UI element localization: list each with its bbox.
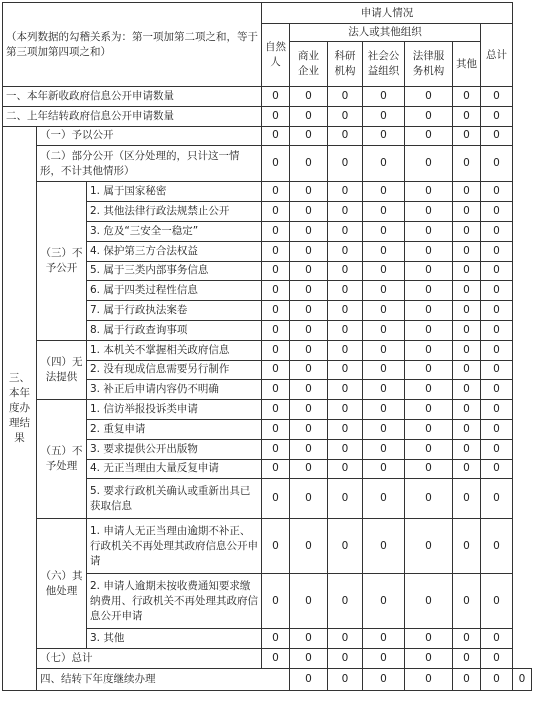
value-cell: 0 — [453, 221, 481, 241]
value-cell: 0 — [363, 202, 405, 222]
sub-item-label: 2. 其他法律行政法规禁止公开 — [87, 202, 262, 222]
value-cell: 0 — [453, 146, 481, 182]
value-cell: 0 — [405, 301, 453, 321]
value-cell: 0 — [453, 182, 481, 202]
group-unable-to-provide-label: （四）无法提供 — [37, 340, 87, 399]
value-cell: 0 — [405, 261, 453, 281]
value-cell: 0 — [363, 479, 405, 519]
sub-item-label: 7. 属于行政执法案卷 — [87, 301, 262, 321]
value-cell: 0 — [453, 360, 481, 380]
value-cell: 0 — [328, 519, 363, 574]
value-cell: 0 — [405, 221, 453, 241]
value-cell: 0 — [363, 629, 405, 649]
value-cell: 0 — [328, 126, 363, 146]
processing-results-section-label: 三、本年度办理结果 — [3, 126, 37, 690]
value-cell: 0 — [405, 519, 453, 574]
value-cell: 0 — [363, 459, 405, 479]
value-cell: 0 — [453, 340, 481, 360]
carry-forward-label: 四、结转下年度继续办理 — [37, 668, 290, 690]
value-cell: 0 — [290, 320, 328, 340]
value-cell: 0 — [262, 439, 290, 459]
table-row — [3, 126, 532, 146]
value-cell: 0 — [290, 202, 328, 222]
group-not-disclosed-label: （三）不予公开 — [37, 182, 87, 340]
table-row — [3, 519, 532, 574]
value-cell: 0 — [363, 261, 405, 281]
value-cell: 0 — [363, 221, 405, 241]
value-cell: 0 — [405, 439, 453, 459]
value-cell: 0 — [405, 340, 453, 360]
value-cell: 0 — [290, 649, 328, 669]
value-cell: 0 — [262, 629, 290, 649]
value-cell: 0 — [481, 146, 513, 182]
sub-item-label: 4. 无正当理由大量反复申请 — [87, 459, 262, 479]
value-cell: 0 — [262, 574, 290, 629]
table-row — [3, 668, 532, 690]
value-cell: 0 — [363, 126, 405, 146]
value-cell: 0 — [328, 301, 363, 321]
value-cell: 0 — [405, 649, 453, 669]
value-cell: 0 — [453, 439, 481, 459]
value-cell: 0 — [363, 281, 405, 301]
value-cell: 0 — [453, 301, 481, 321]
sub-item-label: 5. 属于三类内部事务信息 — [87, 261, 262, 281]
group-not-processed-label: （五）不予处理 — [37, 400, 87, 519]
value-cell: 0 — [405, 380, 453, 400]
value-cell: 0 — [262, 380, 290, 400]
value-cell: 0 — [481, 629, 513, 649]
sub-item-label: 3. 补正后申请内容仍不明确 — [87, 380, 262, 400]
value-cell: 0 — [290, 459, 328, 479]
value-cell: 0 — [363, 87, 405, 107]
value-cell: 0 — [262, 182, 290, 202]
value-cell: 0 — [262, 519, 290, 574]
commercial-enterprise-header: 商业企业 — [290, 42, 328, 87]
value-cell: 0 — [328, 479, 363, 519]
value-cell: 0 — [453, 519, 481, 574]
value-cell: 0 — [290, 400, 328, 420]
value-cell: 0 — [405, 629, 453, 649]
value-cell: 0 — [481, 479, 513, 519]
value-cell: 0 — [328, 574, 363, 629]
research-institution-header: 科研机构 — [328, 42, 363, 87]
value-cell: 0 — [363, 439, 405, 459]
value-cell: 0 — [290, 146, 328, 182]
value-cell: 0 — [363, 400, 405, 420]
value-cell: 0 — [513, 668, 532, 690]
value-cell: 0 — [262, 320, 290, 340]
value-cell: 0 — [262, 649, 290, 669]
value-cell: 0 — [290, 439, 328, 459]
value-cell: 0 — [481, 419, 513, 439]
value-cell: 0 — [405, 400, 453, 420]
value-cell: 0 — [328, 241, 363, 261]
table-row — [3, 400, 532, 420]
value-cell: 0 — [290, 340, 328, 360]
value-cell: 0 — [405, 574, 453, 629]
value-cell: 0 — [405, 241, 453, 261]
sub-item-label: 3. 其他 — [87, 629, 262, 649]
value-cell: 0 — [262, 241, 290, 261]
value-cell: 0 — [328, 380, 363, 400]
value-cell: 0 — [290, 241, 328, 261]
value-cell: 0 — [453, 261, 481, 281]
value-cell: 0 — [405, 479, 453, 519]
value-cell: 0 — [481, 439, 513, 459]
value-cell: 0 — [262, 360, 290, 380]
table-row — [3, 649, 532, 669]
value-cell: 0 — [262, 106, 290, 126]
value-cell: 0 — [363, 182, 405, 202]
sub-item-label: 4. 保护第三方合法权益 — [87, 241, 262, 261]
value-cell: 0 — [453, 87, 481, 107]
value-cell: 0 — [363, 380, 405, 400]
value-cell: 0 — [453, 320, 481, 340]
value-cell: 0 — [262, 301, 290, 321]
group-disclosed-label: （一）予以公开 — [37, 126, 262, 146]
natural-person-header: 自然人 — [262, 24, 290, 87]
sub-item-label: 1. 信访举报投诉类申请 — [87, 400, 262, 420]
value-cell: 0 — [363, 340, 405, 360]
value-cell: 0 — [262, 459, 290, 479]
value-cell: 0 — [290, 380, 328, 400]
value-cell: 0 — [481, 301, 513, 321]
value-cell: 0 — [290, 519, 328, 574]
value-cell: 0 — [481, 281, 513, 301]
value-cell: 0 — [328, 459, 363, 479]
value-cell: 0 — [290, 106, 328, 126]
legal-service-header: 法律服务机构 — [405, 42, 453, 87]
value-cell: 0 — [481, 202, 513, 222]
value-cell: 0 — [481, 649, 513, 669]
value-cell: 0 — [328, 668, 363, 690]
value-cell: 0 — [328, 202, 363, 222]
value-cell: 0 — [363, 360, 405, 380]
value-cell: 0 — [328, 439, 363, 459]
value-cell: 0 — [453, 202, 481, 222]
value-cell: 0 — [405, 360, 453, 380]
value-cell: 0 — [290, 182, 328, 202]
value-cell: 0 — [453, 126, 481, 146]
value-cell: 0 — [262, 281, 290, 301]
value-cell: 0 — [262, 479, 290, 519]
value-cell: 0 — [453, 629, 481, 649]
value-cell: 0 — [328, 629, 363, 649]
sub-item-label: 1. 申请人无正当理由逾期不补正、行政机关不再处理其政府信息公开申请 — [87, 519, 262, 574]
value-cell: 0 — [481, 87, 513, 107]
value-cell: 0 — [290, 360, 328, 380]
value-cell: 0 — [328, 649, 363, 669]
sub-item-label: 5. 要求行政机关确认或重新出具已获取信息 — [87, 479, 262, 519]
value-cell: 0 — [481, 668, 513, 690]
value-cell: 0 — [453, 380, 481, 400]
value-cell: 0 — [328, 221, 363, 241]
value-cell: 0 — [328, 182, 363, 202]
value-cell: 0 — [481, 360, 513, 380]
value-cell: 0 — [328, 340, 363, 360]
sub-item-label: 8. 属于行政查询事项 — [87, 320, 262, 340]
disclosure-report-table — [2, 2, 532, 691]
value-cell: 0 — [363, 419, 405, 439]
value-cell: 0 — [453, 459, 481, 479]
value-cell: 0 — [405, 106, 453, 126]
value-cell: 0 — [290, 221, 328, 241]
group-total-label: （七）总计 — [37, 649, 262, 669]
value-cell: 0 — [328, 360, 363, 380]
value-cell: 0 — [453, 281, 481, 301]
value-cell: 0 — [453, 479, 481, 519]
value-cell: 0 — [262, 126, 290, 146]
value-cell: 0 — [363, 106, 405, 126]
value-cell: 0 — [290, 126, 328, 146]
value-cell: 0 — [328, 146, 363, 182]
value-cell: 0 — [405, 182, 453, 202]
sub-item-label: 3. 要求提供公开出版物 — [87, 439, 262, 459]
value-cell: 0 — [290, 87, 328, 107]
group-partially-disclosed-label: （二）部分公开（区分处理的，只计这一情形，不计其他情形） — [37, 146, 262, 182]
value-cell: 0 — [405, 87, 453, 107]
value-cell: 0 — [262, 419, 290, 439]
social-welfare-header: 社会公益组织 — [363, 42, 405, 87]
value-cell: 0 — [481, 340, 513, 360]
value-cell: 0 — [453, 668, 481, 690]
value-cell: 0 — [290, 281, 328, 301]
value-cell: 0 — [363, 320, 405, 340]
new-applications-label: 一、本年新收政府信息公开申请数量 — [3, 87, 262, 107]
value-cell: 0 — [328, 87, 363, 107]
value-cell: 0 — [290, 419, 328, 439]
carried-over-applications-label: 二、上年结转政府信息公开申请数量 — [3, 106, 262, 126]
value-cell: 0 — [453, 574, 481, 629]
value-cell: 0 — [262, 202, 290, 222]
value-cell: 0 — [481, 459, 513, 479]
legal-entities-header: 法人或其他组织 — [290, 24, 481, 42]
sub-item-label: 3. 危及“三安全一稳定” — [87, 221, 262, 241]
value-cell: 0 — [405, 126, 453, 146]
value-cell: 0 — [363, 574, 405, 629]
value-cell: 0 — [481, 320, 513, 340]
value-cell: 0 — [363, 301, 405, 321]
total-header: 总计 — [481, 24, 513, 87]
value-cell: 0 — [481, 241, 513, 261]
other-header: 其他 — [453, 42, 481, 87]
value-cell: 0 — [328, 400, 363, 420]
table-row — [3, 340, 532, 360]
value-cell: 0 — [481, 221, 513, 241]
value-cell: 0 — [363, 146, 405, 182]
value-cell: 0 — [481, 182, 513, 202]
value-cell: 0 — [405, 281, 453, 301]
value-cell: 0 — [262, 146, 290, 182]
value-cell: 0 — [328, 261, 363, 281]
value-cell: 0 — [453, 106, 481, 126]
value-cell: 0 — [363, 649, 405, 669]
group-other-processing-label: （六）其他处理 — [37, 519, 87, 649]
value-cell: 0 — [328, 281, 363, 301]
value-cell: 0 — [363, 241, 405, 261]
value-cell: 0 — [453, 649, 481, 669]
value-cell: 0 — [328, 320, 363, 340]
sub-item-label: 2. 申请人逾期未按收费通知要求缴纳费用、行政机关不再处理其政府信息公开申请 — [87, 574, 262, 629]
applicant-situation-header: 申请人情况 — [262, 3, 513, 24]
table-row — [3, 182, 532, 202]
value-cell: 0 — [262, 261, 290, 281]
value-cell: 0 — [453, 400, 481, 420]
value-cell: 0 — [405, 320, 453, 340]
value-cell: 0 — [328, 419, 363, 439]
value-cell: 0 — [405, 146, 453, 182]
table-row — [3, 87, 532, 107]
value-cell: 0 — [328, 106, 363, 126]
value-cell: 0 — [290, 261, 328, 281]
sub-item-label: 1. 属于国家秘密 — [87, 182, 262, 202]
table-body — [3, 3, 532, 691]
sub-item-label: 6. 属于四类过程性信息 — [87, 281, 262, 301]
value-cell: 0 — [262, 400, 290, 420]
table-row — [3, 146, 532, 182]
value-cell: 0 — [363, 519, 405, 574]
value-cell: 0 — [405, 202, 453, 222]
sub-item-label: 2. 重复申请 — [87, 419, 262, 439]
value-cell: 0 — [481, 574, 513, 629]
value-cell: 0 — [453, 241, 481, 261]
reconciliation-note: （本列数据的勾稽关系为：第一项加第二项之和，等于第三项加第四项之和） — [3, 3, 262, 87]
value-cell: 0 — [290, 629, 328, 649]
value-cell: 0 — [481, 519, 513, 574]
value-cell: 0 — [453, 419, 481, 439]
table-row — [3, 106, 532, 126]
value-cell: 0 — [481, 106, 513, 126]
value-cell: 0 — [405, 668, 453, 690]
value-cell: 0 — [481, 400, 513, 420]
value-cell: 0 — [262, 87, 290, 107]
value-cell: 0 — [481, 126, 513, 146]
sub-item-label: 1. 本机关不掌握相关政府信息 — [87, 340, 262, 360]
value-cell: 0 — [405, 459, 453, 479]
value-cell: 0 — [363, 668, 405, 690]
value-cell: 0 — [290, 301, 328, 321]
value-cell: 0 — [290, 574, 328, 629]
value-cell: 0 — [481, 380, 513, 400]
value-cell: 0 — [262, 221, 290, 241]
value-cell: 0 — [405, 419, 453, 439]
sub-item-label: 2. 没有现成信息需要另行制作 — [87, 360, 262, 380]
value-cell: 0 — [290, 668, 328, 690]
value-cell: 0 — [262, 340, 290, 360]
value-cell: 0 — [481, 261, 513, 281]
value-cell: 0 — [290, 479, 328, 519]
